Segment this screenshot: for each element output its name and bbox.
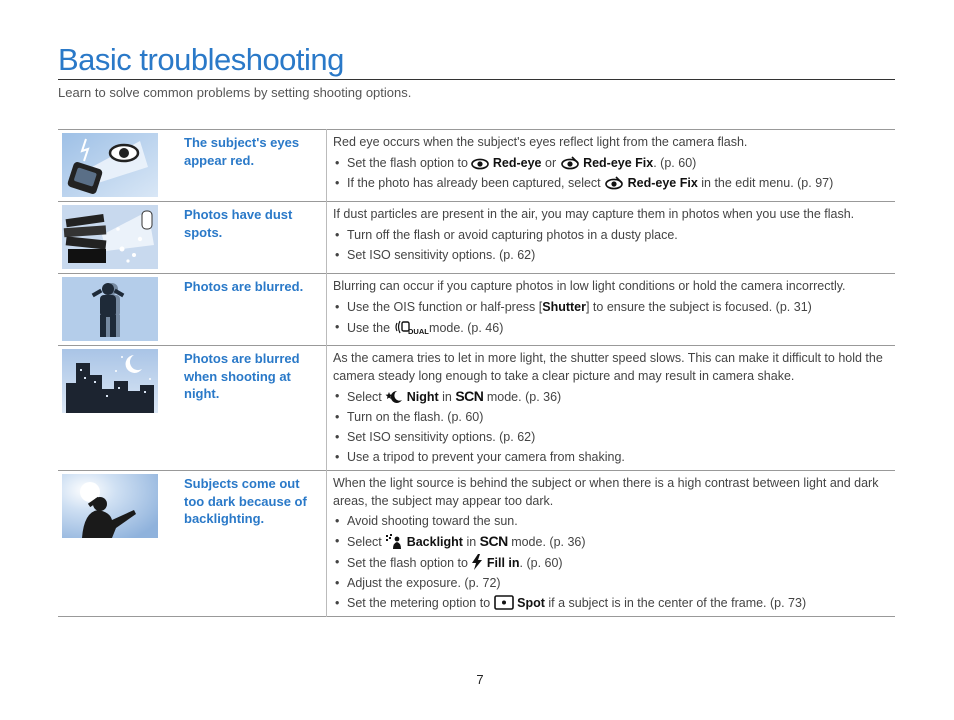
solution-item: • Select Night in SCN mode. (p. 36) [333,388,887,406]
dual-is-icon [394,319,429,336]
page-title: Basic troubleshooting [58,42,344,77]
solution-item: • If the photo has already been captured, select Red-eye Fix in the edit menu. (p. 97) [333,175,887,192]
night-icon [385,390,403,404]
blurred-photo-illustration [62,277,158,341]
red-eye-illustration [62,133,158,197]
fill-in-flash-icon [471,554,483,570]
solution-item: • Turn on the flash. (p. 60) [333,409,887,426]
solution-item: • Set the flash option to Fill in. (p. 60) [333,554,887,572]
red-eye-icon [471,158,489,170]
solution-intro: When the light source is behind the subject or when there is a high contrast between light and dark areas, the subject may appear too dark. [333,476,879,508]
scn-icon: SCN [455,388,484,404]
solution-intro: If dust particles are present in the air, you may capture them in photos when you use the flash. [333,207,855,221]
solution-item: • Adjust the exposure. (p. 72) [333,575,887,592]
table-row [58,274,895,346]
backlight-icon [385,534,403,549]
table-row [58,346,895,471]
problem-text: Photos have dust spots. [184,207,293,240]
problem-text: Subjects come out too dark because of backlighting. [184,476,307,526]
page-number: 7 [476,672,484,687]
solution-intro: As the camera tries to let in more light, the shutter speed slows. This can make it difficult to hold the camera steady long enough to take a clear picture and may result in camera shake. [333,351,883,383]
solution-item: • Set ISO sensitivity options. (p. 62) [333,247,887,264]
red-eye-fix-icon [560,156,580,170]
solution-intro: Blurring can occur if you capture photos in low light conditions or hold the camera incorrectly. [333,279,846,293]
problem-text: Photos are blurred. [184,279,304,294]
solution-item: • Set ISO sensitivity options. (p. 62) [333,429,887,446]
solution-item: • Avoid shooting toward the sun. [333,513,887,530]
red-eye-fix-icon [604,176,624,190]
problem-text: The subject's eyes appear red. [184,135,300,168]
table-row [58,202,895,274]
scn-icon: SCN [479,533,508,549]
title-divider [58,79,895,80]
solution-item: • Set the flash option to Red-eye or Red-eye Fix. (p. 60) [333,155,887,172]
solution-item: • Select Backlight in SCN mode. (p. 36) [333,533,887,551]
solution-intro: Red eye occurs when the subject's eyes reflect light from the camera flash. [333,135,748,149]
night-scene-illustration [62,349,158,413]
solution-item: • Turn off the flash or avoid capturing photos in a dusty place. [333,227,887,244]
spot-metering-icon [494,595,514,610]
solution-item: • Use the OIS function or half-press [Shutter] to ensure the subject is focused. (p. 31) [333,299,887,316]
table-row [58,130,895,202]
solution-item: • Set the metering option to Spot if a subject is in the center of the frame. (p. 73) [333,595,887,612]
problem-text: Photos are blurred when shooting at night. [184,351,300,401]
dust-spots-illustration [62,205,158,269]
troubleshooting-table [58,129,895,617]
page-subtitle: Learn to solve common problems by setting shooting options. [58,85,412,100]
backlighting-illustration [62,474,158,538]
solution-item: • Use the DUAL mode. (p. 46) [333,319,887,337]
solution-item: • Use a tripod to prevent your camera from shaking. [333,449,887,466]
dual-label: DUAL [407,326,429,336]
table-row [58,471,895,617]
